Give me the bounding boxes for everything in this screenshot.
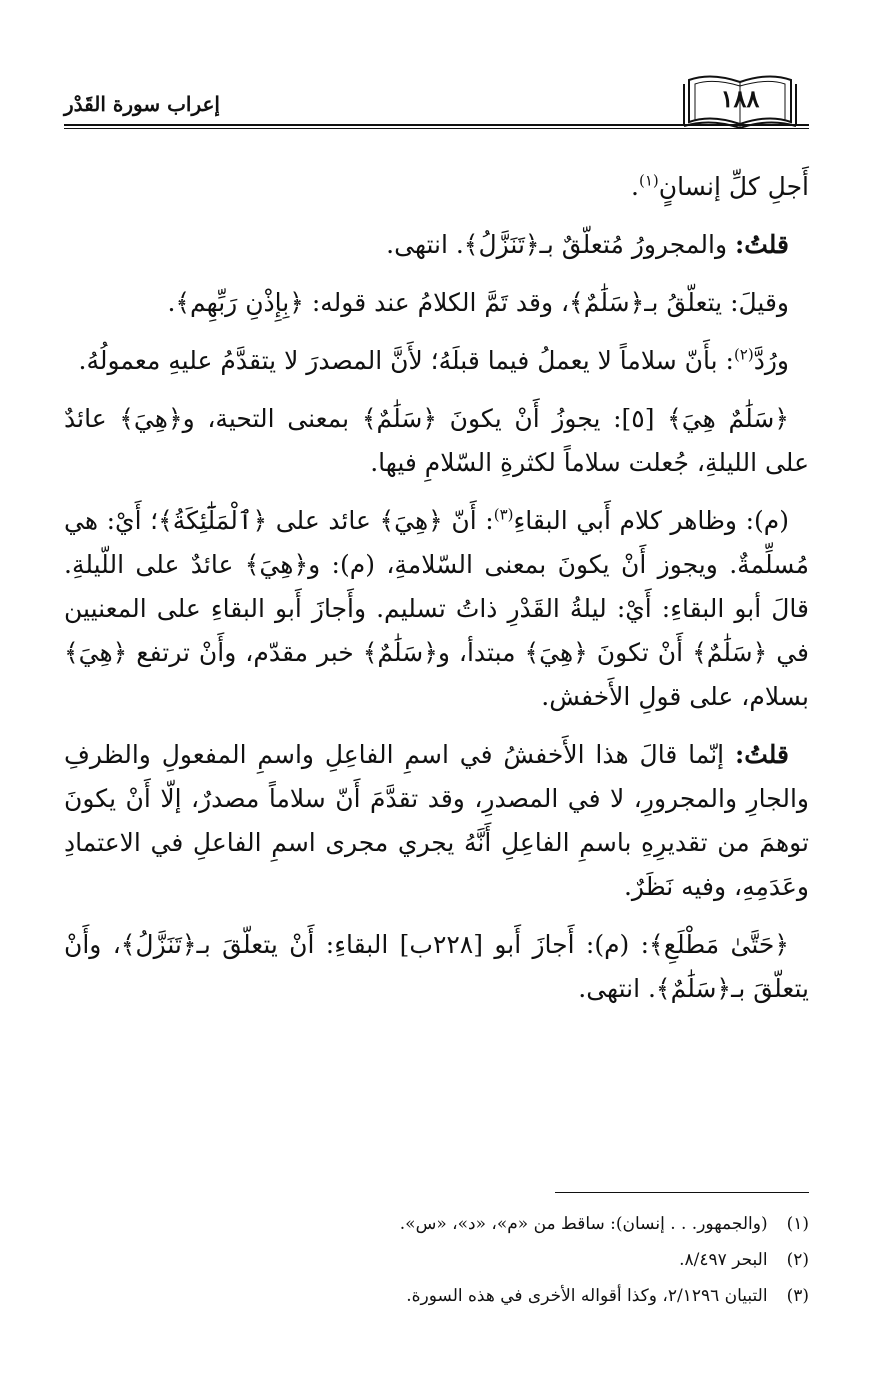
footnote-ref[interactable]: (٣) <box>493 505 514 524</box>
running-header <box>64 64 809 134</box>
paragraph: قلتُ: والمجرورُ مُتعلّقٌ بـ﴿تَنَزَّلُ﴾. انتهى. <box>386 230 789 259</box>
footnote-ref[interactable]: (٢) <box>733 345 754 364</box>
page-number-badge <box>681 70 799 130</box>
main-text <box>64 165 809 1025</box>
lead-word: قلتُ: <box>734 740 789 769</box>
page-number: ١٨٨ <box>720 84 760 113</box>
paragraph: ﴿حَتَّىٰ مَطْلَعِ﴾: (م): أَجازَ أَبو [٢٢٨ب] البقاءِ: أَنْ يتعلّقَ بـ﴿تَنَزَّلُ﴾، وأَنْ يتعلّقَ بـ﴿سَلَٰمٌ﴾. انتهى. <box>64 930 809 1003</box>
paragraph: ورُدَّ$^{(٢)}$: بأَنّ سلاماً لا يعملُ فيما قبلَهُ؛ لأَنَّ المصدرَ لا يتقدَّمُ عليهِ معمولُهُ. <box>78 345 789 375</box>
lead-word: قلتُ: <box>734 230 789 259</box>
footnote <box>64 1242 809 1278</box>
footnote-number: (٣) <box>786 1286 809 1306</box>
paragraph: ﴿سَلَٰمٌ هِيَ﴾ [٥]: يجوزُ أَنْ يكونَ ﴿سَلَٰمٌ﴾ بمعنى التحية، و﴿هِيَ﴾ عائدٌ على الليلةِ، جُعلت سلاماً لكثرةِ السّلامِ فيها. <box>64 404 809 477</box>
paragraph: قلتُ: إنّما قالَ هذا الأَخفشُ في اسمِ الفاعِلِ واسمِ المفعولِ والظرفِ والجارِ والمجرورِ، لا في المصدرِ، وقد تقدَّمَ أَنّ سلاماً مصدرٌ، إلّا أَنْ يكونَ توهمَ من تقديرِهِ باسمِ الفاعِلِ أَنَّهُ يجري مجرى اسمِ الفاعلِ في الاعتمادِ وعَدَمِهِ، وفيه نَظَرٌ. <box>64 740 809 901</box>
paragraph: أَجلِ كلِّ إنسانٍ$^{(١)}$. <box>631 171 809 201</box>
header-rule <box>64 124 809 126</box>
footnote <box>64 1206 809 1242</box>
footnote-text: البحر ٨/٤٩٧. <box>679 1250 768 1270</box>
paragraph: وقيلَ: يتعلّقُ بـ﴿سَلَٰمٌ﴾، وقد تَمَّ الكلامُ عند قوله: ﴿بِإِذْنِ رَبِّهِم﴾. <box>167 288 789 317</box>
footnote-number: (١) <box>786 1214 809 1234</box>
chapter-title: إعراب سورة القَدْر <box>64 92 220 116</box>
footnotes <box>64 1206 809 1314</box>
paragraph: (م): وظاهر كلام أَبي البقاءِ$^{(٣)}$: أَنّ ﴿هِيَ﴾ عائد على ﴿ٱلْمَلَٰٓئِكَةُ﴾؛ أَيْ: هي مُسلِّمةٌ. ويجوز أَنْ يكونَ بمعنى السّلامةِ، (م): و﴿هِيَ﴾ عائدٌ على اللّيلةِ. قالَ أبو البقاءِ: أَيْ: ليلةُ القَدْرِ ذاتُ تسليم. وأَجازَ أَبو البقاءِ على المعنيين في ﴿سَلَٰمٌ﴾ أَنْ تكونَ ﴿هِيَ﴾ مبتدأ، و﴿سَلَٰمٌ﴾ خبر مقدّم، وأَنْ ترتفع ﴿هِيَ﴾ بسلام، على قولِ الأَخفش. <box>64 505 809 711</box>
footnote-ref[interactable]: (١) <box>638 171 659 190</box>
footnote-text: التبيان ٢/١٢٩٦، وكذا أقواله الأخرى في هذه السورة. <box>406 1286 768 1306</box>
footnote-number: (٢) <box>786 1250 809 1270</box>
header-rule-thin <box>64 128 809 129</box>
footnote-text: (والجمهور. . . إنسان): ساقط من «م»، «د»، «س». <box>399 1214 768 1234</box>
footnote-separator <box>555 1192 809 1193</box>
footnote <box>64 1278 809 1314</box>
